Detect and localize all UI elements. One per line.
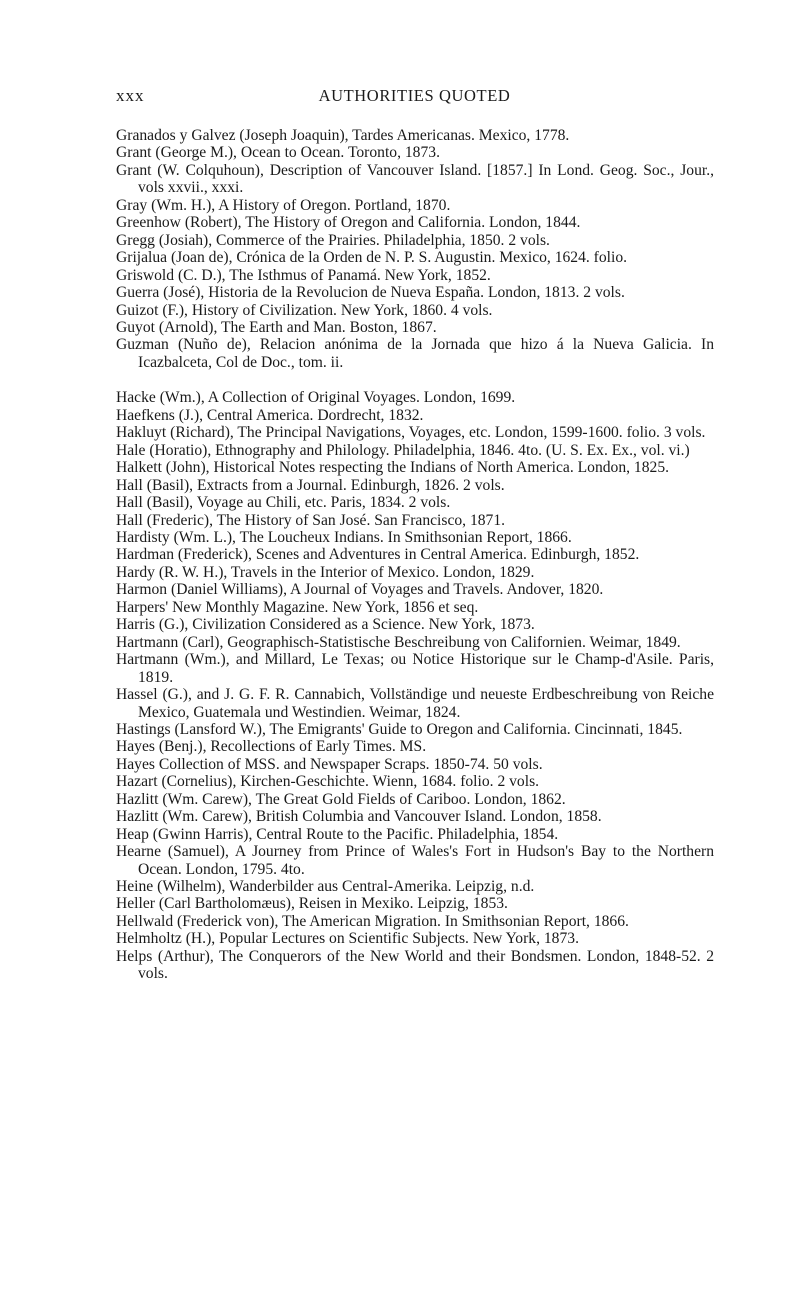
bibliography-entry: Heap (Gwinn Harris), Central Route to the Pacific. Philadelphia, 1854. — [116, 825, 559, 843]
bibliography-entry: Halkett (John), Historical Notes respecting the Indians of North America. London, 1825. — [116, 459, 670, 477]
section-gap — [116, 371, 714, 389]
bibliography-entry: Harmon (Daniel Williams), A Journal of Voyages and Travels. Andover, 1820. — [116, 581, 604, 599]
bibliography-entry: Granados y Galvez (Joseph Joaquin), Tardes Americanas. Mexico, 1778. — [116, 127, 570, 144]
page-header — [116, 86, 713, 110]
bibliography-entry: Harpers' New Monthly Magazine. New York, 1856 et seq. — [116, 598, 479, 616]
bibliography-entry: Hacke (Wm.), A Collection of Original Voyages. London, 1699. — [116, 389, 516, 407]
bibliography-entry: Hazlitt (Wm. Carew), British Columbia and Vancouver Island. London, 1858. — [116, 808, 602, 826]
bibliography-entry: Hall (Frederic), The History of San José. San Francisco, 1871. — [116, 511, 506, 529]
bibliography-entry: Hayes Collection of MSS. and Newspaper Scraps. 1850-74. 50 vols. — [116, 755, 543, 773]
bibliography-entry: Hall (Basil), Voyage au Chili, etc. Paris, 1834. 2 vols. — [116, 494, 451, 512]
bibliography-entry: Heller (Carl Bartholomæus), Reisen in Mexiko. Leipzig, 1853. — [116, 895, 508, 913]
bibliography-list — [116, 127, 714, 983]
bibliography-entry: Grijalua (Joan de), Crónica de la Orden de N. P. S. Augustin. Mexico, 1624. folio. — [116, 249, 628, 267]
bibliography-entry: Hardy (R. W. H.), Travels in the Interior of Mexico. London, 1829. — [116, 563, 535, 581]
bibliography-entry: Griswold (C. D.), The Isthmus of Panamá. New York, 1852. — [116, 266, 491, 284]
bibliography-entry: Grant (W. Colquhoun), Description of Vancouver Island. [1857.] In Lond. Geog. Soc., Jour., vols xxvii., xxxi. — [116, 161, 714, 197]
bibliography-entry: Hardman (Frederick), Scenes and Adventures in Central America. Edinburgh, 1852. — [116, 546, 640, 564]
bibliography-entry: Hazlitt (Wm. Carew), The Great Gold Fields of Cariboo. London, 1862. — [116, 790, 566, 808]
bibliography-entry: Hayes (Benj.), Recollections of Early Times. MS. — [116, 738, 427, 756]
bibliography-entry: Hazart (Cornelius), Kirchen-Geschichte. Wienn, 1684. folio. 2 vols. — [116, 773, 540, 791]
bibliography-entry: Helps (Arthur), The Conquerors of the New World and their Bondsmen. London, 1848-52. 2 vols. — [116, 947, 714, 983]
bibliography-entry: Helmholtz (H.), Popular Lectures on Scientific Subjects. New York, 1873. — [116, 930, 579, 948]
bibliography-entry: Guyot (Arnold), The Earth and Man. Boston, 1867. — [116, 318, 437, 336]
bibliography-entry: Grant (George M.), Ocean to Ocean. Toronto, 1873. — [116, 144, 440, 162]
bibliography-entry: Hastings (Lansford W.), The Emigrants' Guide to Oregon and California. Cincinnati, 1845. — [116, 720, 683, 738]
running-title: AUTHORITIES QUOTED — [318, 86, 511, 105]
bibliography-entry: Harris (G.), Civilization Considered as a Science. New York, 1873. — [116, 616, 535, 634]
bibliography-entry: Gray (Wm. H.), A History of Oregon. Portland, 1870. — [116, 196, 451, 214]
page-number: xxx — [116, 86, 145, 105]
bibliography-entry: Heine (Wilhelm), Wanderbilder aus Central-Amerika. Leipzig, n.d. — [116, 878, 535, 896]
bibliography-entry: Hearne (Samuel), A Journey from Prince of Wales's Fort in Hudson's Bay to the Northern Ocean. London, 1795. 4to. — [116, 843, 714, 878]
bibliography-entry: Guerra (José), Historia de la Revolucion de Nueva España. London, 1813. 2 vols. — [116, 284, 625, 302]
bibliography-entry: Hale (Horatio), Ethnography and Philology. Philadelphia, 1846. 4to. (U. S. Ex. Ex., vol. vi.) — [116, 441, 690, 459]
bibliography-entry: Guizot (F.), History of Civilization. New York, 1860. 4 vols. — [116, 301, 493, 319]
bibliography-entry: Hakluyt (Richard), The Principal Navigations, Voyages, etc. London, 1599-1600. folio. 3 vols. — [116, 424, 706, 442]
bibliography-entry: Haefkens (J.), Central America. Dordrecht, 1832. — [116, 406, 424, 424]
bibliography-entry: Hardisty (Wm. L.), The Loucheux Indians. In Smithsonian Report, 1866. — [116, 528, 572, 546]
bibliography-entry: Hartmann (Carl), Geographisch-Statistische Beschreibung von Californien. Weimar, 1849. — [116, 633, 681, 651]
bibliography-entry: Hassel (G.), and J. G. F. R. Cannabich, Vollständige und neueste Erdbeschreibung von Reiche Mexico, Guatemala und Westindien. Weimar, 1824. — [116, 686, 714, 721]
bibliography-entry: Guzman (Nuño de), Relacion anónima de la Jornada que hizo á la Nueva Galicia. In Icazbalceta, Col de Doc., tom. ii. — [116, 336, 714, 371]
bibliography-entry: Hartmann (Wm.), and Millard, Le Texas; ou Notice Historique sur le Champ-d'Asile. Paris, 1819. — [116, 651, 714, 686]
bibliography-entry: Hall (Basil), Extracts from a Journal. Edinburgh, 1826. 2 vols. — [116, 476, 505, 494]
bibliography-entry: Gregg (Josiah), Commerce of the Prairies. Philadelphia, 1850. 2 vols. — [116, 231, 550, 249]
bibliography-entry: Hellwald (Frederick von), The American Migration. In Smithsonian Report, 1866. — [116, 912, 629, 930]
bibliography-entry: Greenhow (Robert), The History of Oregon and California. London, 1844. — [116, 214, 581, 232]
